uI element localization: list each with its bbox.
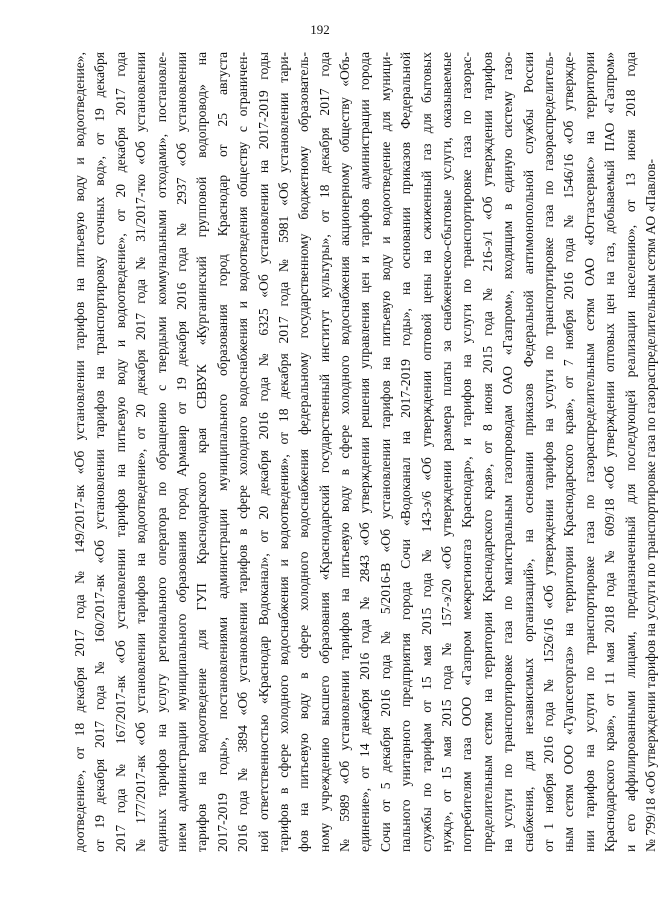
text-line: единых тарифов на услугу регионального оператора по обращению с твердыми коммунальными отходами», постановле-: [153, 52, 169, 852]
text-line: ной ответственностью «Краснодар Водоканал», от 20 декабря 2016 года № 6325 «Об установлении на 2017-2019 годы: [255, 52, 271, 852]
text-line: № 799/18 «Об утверждении тарифов на услуги по транспортировке газа по газораспределительным сетям АО «Павлов-: [642, 158, 658, 852]
text-line: тарифов в сфере холодного водоснабжения и водоотведения», от 18 декабря 2017 года № 5981 «Об установлении тари-: [275, 52, 291, 852]
text-line: пального унитарного предприятия города Сочи «Водоканал на 2017-2019 годы», на основании приказов Федеральной: [398, 52, 414, 852]
text-line: № 5989 «Об установлении тарифов на питьевую воду в сфере холодного водоснабжения акционерному обществу «Объ-: [337, 52, 353, 852]
text-line: 2016 года № 3894 «Об установлении тарифов в сфере холодного водоснабжения и водоотведения обществу с ограничен-: [235, 52, 251, 852]
text-line: ному учреждению высшего образования «Краснодарский государственный институт культуры», от 18 декабря 2017 года: [316, 52, 332, 852]
text-line: на услуги по транспортировке газа по магистральным газопроводам ОАО «Газпром», входящим в единую систему газо-: [500, 52, 516, 852]
page-number: 192: [310, 22, 330, 37]
text-line: и его аффилированными лицами, предназначенный для последующей реализации населению», от 13 июня 2018 года: [622, 52, 638, 852]
text-line: от 19 декабря 2017 года № 160/2017-вк «Об установлении тарифов на транспортировку сточных вод», от 19 декабря: [92, 52, 108, 852]
text-line: снабжения, для независимых организаций», на основании приказов Федеральной антимонопольной службы России: [520, 52, 536, 852]
text-line: 2017-2019 годы», постановлениями администрации муниципального образования город Краснодар от 25 августа: [214, 52, 230, 852]
text-line: от 1 ноября 2016 года № 1526/16 «Об утверждении тарифов на услуги по транспортировке газа по газораспределитель-: [540, 52, 556, 852]
rotated-text-block: [70, 52, 658, 852]
text-line: единение», от 14 декабря 2016 года № 2843 «Об утверждении решения управления цен и тарифов администрации города: [357, 52, 373, 852]
text-line: доотведение», от 18 декабря 2017 года № 149/2017-вк «Об установлении тарифов на питьевую воду и водоотведение»,: [72, 52, 87, 852]
text-line: службы по тарифам от 15 мая 2015 года № 143-э/6 «Об утверждении оптовой цены на сжиженный газ для бытовых: [418, 52, 434, 852]
text-line: нии тарифов на услуги по транспортировке газа по газораспределительным сетям ОАО «Югтазсервис» на территории: [581, 52, 597, 852]
text-line: потребителям газа ООО «Газпром межрегионгаз Краснодар», и тарифов на услуги по транспортировке газа по газорас-: [459, 52, 475, 852]
text-line: 2017 года № 167/2017-вк «Об установлении тарифов на питьевую воду и водоотведение», от 20 декабря 2017 года: [112, 52, 128, 852]
text-line: тарифов на водоотведение для ГУП Краснодарского края СВВУК «Курганинский групповой водопровод» на: [194, 52, 210, 852]
text-line: № 177/2017-вк «Об установлении тарифов на водоотведение», от 20 декабря 2017 года № 31/2017-тко «Об установлении: [133, 52, 149, 852]
text-line: ным сетям ООО «Туапсегоргаз» на территории Краснодарского края», от 7 ноября 2016 года № 1546/16 «Об утвержде-: [561, 52, 577, 852]
text-line: нием администрации муниципального образования город Армавир от 19 декабря 2016 года № 2937 «Об установлении: [173, 52, 189, 852]
text-line: нужд», от 15 мая 2015 года № 157-э/20 «Об утверждении размера платы за снабженческо-сбытовые услуги, оказываемые: [439, 52, 455, 852]
text-line: фов на питьевую воду в сфере холодного водоснабжения федеральному государственному бюджетному образователь-: [296, 52, 312, 852]
text-line: Краснодарского края», от 11 мая 2018 года № 609/18 «Об утверждении оптовых цен на газ, добываемый ПАО «Газпром»: [602, 52, 618, 852]
text-line: пределительным сетям на территории Краснодарского края», от 8 июня 2015 года № 216-э/1 «Об утверждении тарифов: [479, 52, 495, 852]
text-line: Сочи от 5 декабря 2016 года № 5/2016-В «Об установлении тарифов на питьевую воду и водоотведение для муници-: [377, 52, 393, 852]
